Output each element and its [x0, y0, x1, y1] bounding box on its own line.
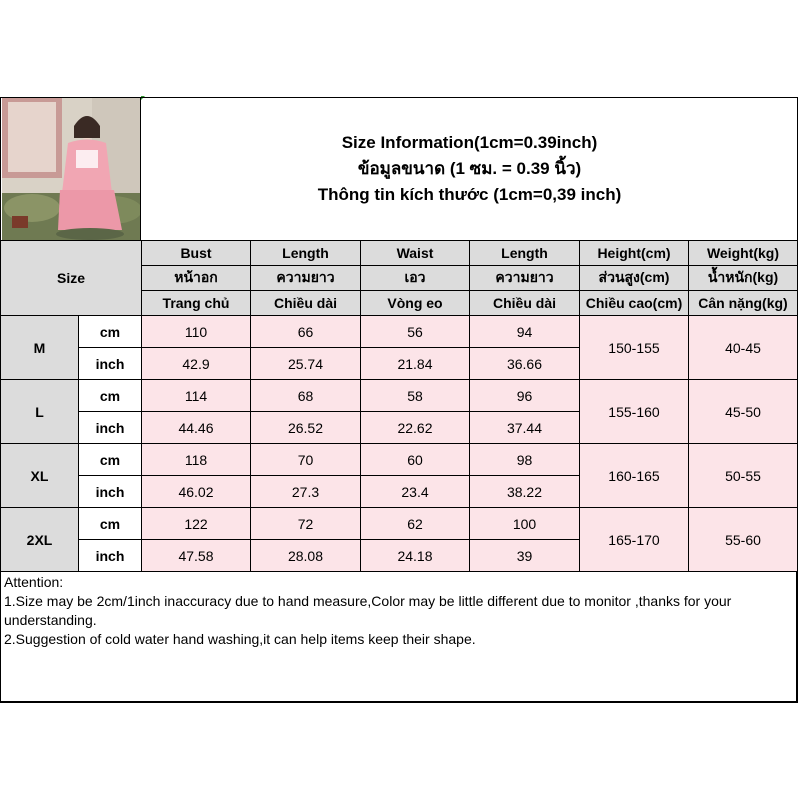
notes-title: Attention:	[4, 574, 64, 590]
value-cell: 56	[361, 316, 470, 348]
notes-line: 2.Suggestion of cold water hand washing,it can help items keep their shape.	[4, 631, 476, 647]
unit-label: cm	[79, 380, 142, 412]
value-cell: 60	[361, 444, 470, 476]
col-header-en: Bust	[142, 241, 251, 266]
value-cell: 72	[251, 508, 361, 540]
product-photo	[2, 98, 140, 240]
col-header-en: Length	[470, 241, 580, 266]
size-name: L	[1, 380, 79, 444]
col-header-en: Height(cm)	[580, 241, 689, 266]
value-cell: 47.58	[142, 540, 251, 572]
col-header-th: เอว	[361, 266, 470, 291]
weight-range: 40-45	[689, 316, 798, 380]
col-header-vi: Cân nặng(kg)	[689, 291, 798, 316]
size-name: 2XL	[1, 508, 79, 572]
col-header-th: หน้าอก	[142, 266, 251, 291]
value-cell: 39	[470, 540, 580, 572]
col-header-vi: Chiều dài	[251, 291, 361, 316]
col-header-en: Waist	[361, 241, 470, 266]
value-cell: 42.9	[142, 348, 251, 380]
value-cell: 21.84	[361, 348, 470, 380]
height-range: 150-155	[580, 316, 689, 380]
weight-range: 45-50	[689, 380, 798, 444]
value-cell: 70	[251, 444, 361, 476]
col-header-vi: Chiều cao(cm)	[580, 291, 689, 316]
value-cell: 44.46	[142, 412, 251, 444]
value-cell: 100	[470, 508, 580, 540]
value-cell: 66	[251, 316, 361, 348]
size-name: XL	[1, 444, 79, 508]
size-chart-table	[0, 240, 798, 572]
value-cell: 98	[470, 444, 580, 476]
value-cell: 94	[470, 316, 580, 348]
size-information-header	[141, 98, 798, 240]
attention-notes	[0, 572, 797, 702]
value-cell: 22.62	[361, 412, 470, 444]
height-range: 155-160	[580, 380, 689, 444]
value-cell: 46.02	[142, 476, 251, 508]
value-cell: 28.08	[251, 540, 361, 572]
value-cell: 122	[142, 508, 251, 540]
col-header-vi: Vòng eo	[361, 291, 470, 316]
col-header-th: ส่วนสูง(cm)	[580, 266, 689, 291]
col-header-th: ความยาว	[470, 266, 580, 291]
value-cell: 110	[142, 316, 251, 348]
header-title-vi: Thông tin kích thước (1cm=0,39 inch)	[317, 185, 622, 204]
value-cell: 25.74	[251, 348, 361, 380]
value-cell: 23.4	[361, 476, 470, 508]
value-cell: 58	[361, 380, 470, 412]
unit-label: inch	[79, 540, 142, 572]
weight-range: 50-55	[689, 444, 798, 508]
value-cell: 36.66	[470, 348, 580, 380]
unit-label: cm	[79, 508, 142, 540]
unit-label: inch	[79, 348, 142, 380]
weight-range: 55-60	[689, 508, 798, 572]
header-title-th: ข้อมูลขนาด (1 ซม. = 0.39 นิ้ว)	[357, 159, 582, 178]
size-name: M	[1, 316, 79, 380]
height-range: 165-170	[580, 508, 689, 572]
value-cell: 24.18	[361, 540, 470, 572]
col-header-th: น้ำหนัก(kg)	[689, 266, 798, 291]
unit-label: inch	[79, 412, 142, 444]
value-cell: 37.44	[470, 412, 580, 444]
header-title-en: Size Information(1cm=0.39inch)	[341, 133, 598, 152]
notes-line: 1.Size may be 2cm/1inch inaccuracy due to hand measure,Color may be little different due to monitor ,thanks for your understanding.	[4, 593, 732, 628]
unit-label: cm	[79, 316, 142, 348]
header-divider	[140, 98, 141, 240]
unit-label: inch	[79, 476, 142, 508]
value-cell: 118	[142, 444, 251, 476]
col-header-vi: Trang chủ	[142, 291, 251, 316]
value-cell: 27.3	[251, 476, 361, 508]
value-cell: 68	[251, 380, 361, 412]
value-cell: 96	[470, 380, 580, 412]
value-cell: 26.52	[251, 412, 361, 444]
value-cell: 62	[361, 508, 470, 540]
col-header-vi: Chiều dài	[470, 291, 580, 316]
col-header-en: Length	[251, 241, 361, 266]
value-cell: 114	[142, 380, 251, 412]
col-header-th: ความยาว	[251, 266, 361, 291]
height-range: 160-165	[580, 444, 689, 508]
value-cell: 38.22	[470, 476, 580, 508]
col-header-en: Weight(kg)	[689, 241, 798, 266]
size-heading: Size	[1, 241, 142, 316]
unit-label: cm	[79, 444, 142, 476]
